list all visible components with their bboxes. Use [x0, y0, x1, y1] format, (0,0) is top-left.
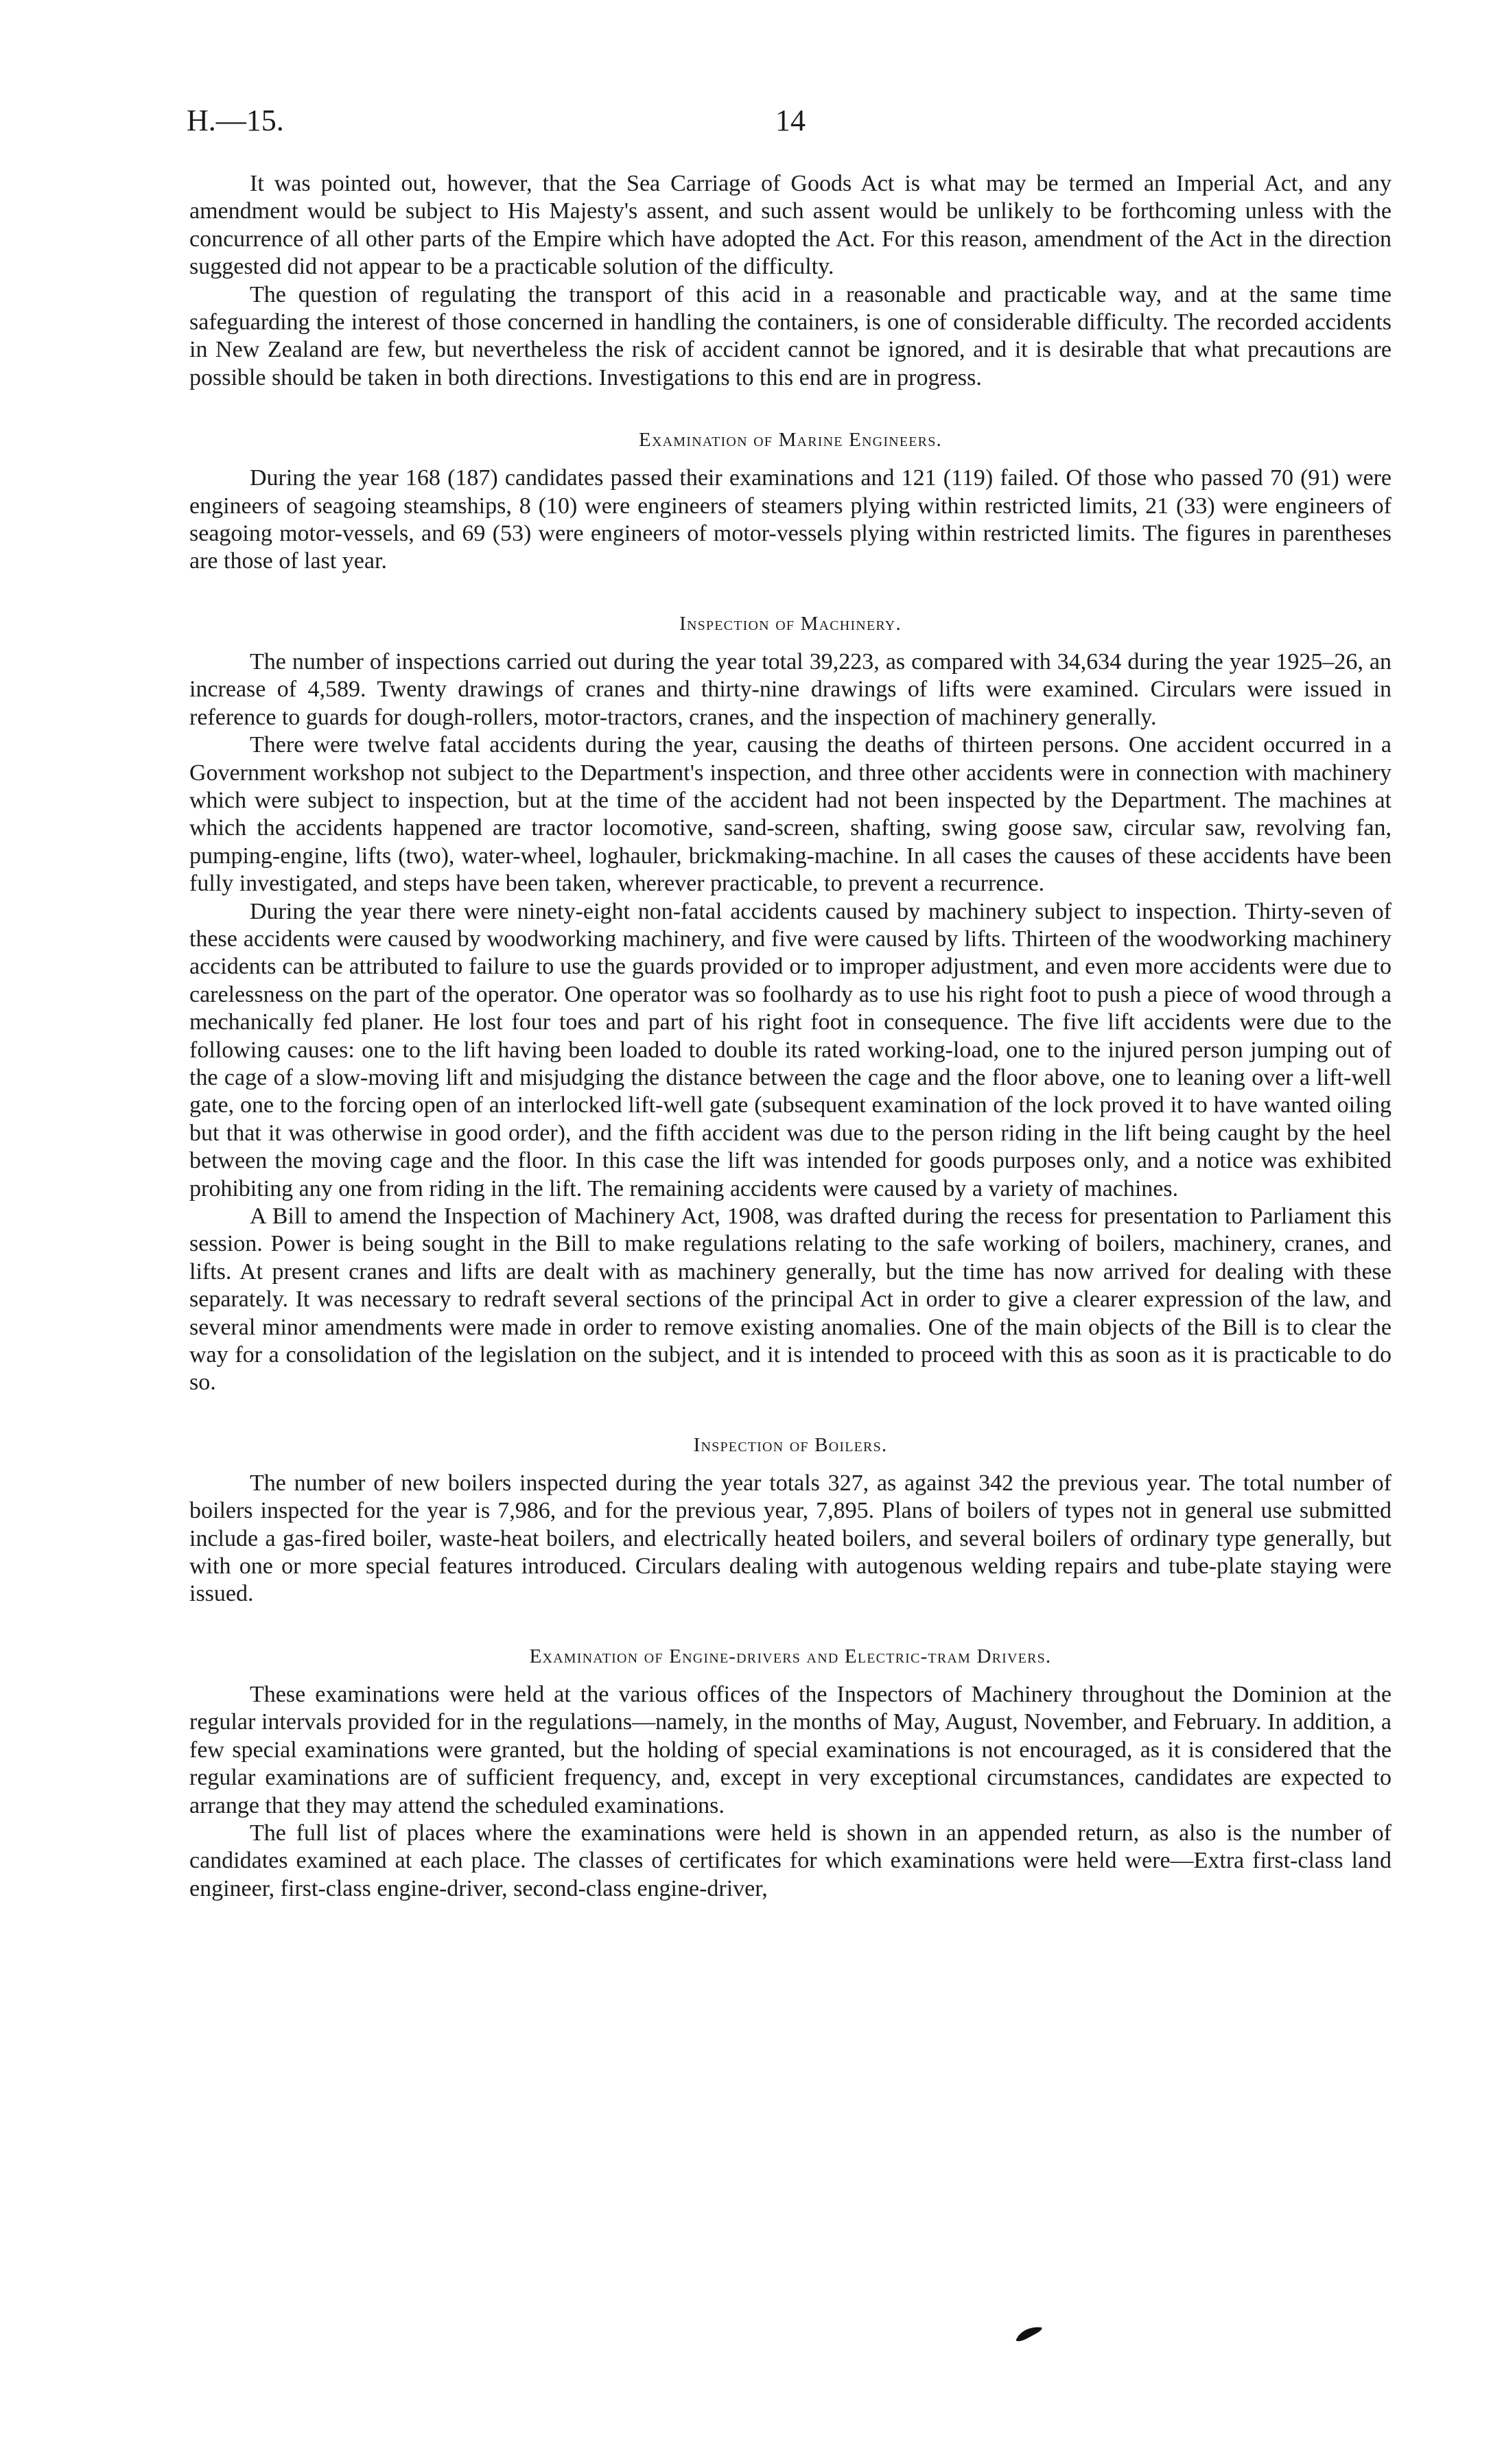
machinery-paragraph-2: There were twelve fatal accidents during the year, causing the deaths of thirteen persons. One accident occurred in a Government workshop not subject to the Department's inspection, and three other accidents were in connection with machinery which were subject to inspection, but at the time of the accident had not been inspected by the Department. The machines at which the accidents happened are tractor locomotive, sand-screen, shafting, swing goose saw, circular saw, revolving fan, pumping-engine, lifts (two), water-wheel, loghauler, brickmaking-machine. In all cases the causes of these accidents have been fully investigated, and steps have been taken, wherever practicable, to prevent a recurrence.	[189, 732, 1392, 897]
intro-paragraph-2: The question of regulating the transport of this acid in a reasonable and practicable way, and at the same time safeguarding the interest of those concerned in handling the containers, is one of considerable difficulty. The recorded accidents in New Zealand are few, but nevertheless the risk of accident cannot be ignored, and it is desirable that what precautions are possible should be taken in both directions. Investigations to this end are in progress.	[189, 281, 1392, 390]
section-heading-engine-drivers: Examination of Engine-drivers and Electric-tram Drivers.	[529, 1645, 1052, 1667]
machinery-paragraph-4: A Bill to amend the Inspection of Machinery Act, 1908, was drafted during the recess for presentation to Parliament this session. Power is being sought in the Bill to make regulations relating to the safe working of boilers, machinery, cranes, and lifts. At present cranes and lifts are dealt with as machinery generally, but the time has now arrived for dealing with these separately. It was necessary to redraft several sections of the principal Act in order to give a clearer expression of the law, and several minor amendments were made in order to remove existing anomalies. One of the main objects of the Bill is to clear the way for a consolidation of the legislation on the subject, and it is intended to proceed with this as soon as it is practicable to do so.	[189, 1204, 1392, 1396]
boilers-paragraph-1: The number of new boilers inspected during the year totals 327, as against 342 the previous year. The total number of boilers inspected for the year is 7,986, and for the previous year, 7,895. Plans of boilers of types not in general use submitted include a gas-fired boiler, waste-heat boilers, and electrically heated boilers, and several boilers of ordinary type generally, but with one or more special features introduced. Circulars dealing with autogenous welding repairs and tube-plate staying were issued.	[189, 1470, 1392, 1607]
page-body	[189, 170, 1392, 1903]
page-header	[187, 103, 1394, 144]
ink-blot-mark	[1014, 2325, 1044, 2343]
section-heading-marine-engineers: Examination of Marine Engineers.	[639, 429, 942, 451]
intro-paragraph-1: It was pointed out, however, that the Sea Carriage of Goods Act is what may be termed an Imperial Act, and any amendment would be subject to His Majesty's assent, and such assent would be unlikely to be forthcoming unless with the concurrence of all other parts of the Empire which have adopted the Act. For this reason, amendment of the Act in the direction suggested did not appear to be a practicable solution of the difficulty.	[189, 171, 1392, 280]
page-number: 14	[775, 104, 806, 137]
marine-engineers-paragraph-1: During the year 168 (187) candidates passed their examinations and 121 (119) failed. Of those who passed 70 (91) were engineers of seagoing steamships, 8 (10) were engineers of steamers plying within restricted limits, 21 (33) were engineers of seagoing motor-vessels, and 69 (53) were engineers of motor-vessels plying within restricted limits. The figures in parentheses are those of last year.	[189, 465, 1392, 574]
document-code: H.—15.	[187, 104, 284, 137]
engine-drivers-paragraph-1: These examinations were held at the various offices of the Inspectors of Machinery throughout the Dominion at the regular intervals provided for in the regulations—namely, in the months of May, August, November, and February. In addition, a few special examinations were granted, but the holding of special examinations is not encouraged, as it is considered that the regular examinations are of sufficient frequency, and, except in very exceptional circumstances, candidates are expected to arrange that they may attend the scheduled examinations.	[189, 1681, 1392, 1818]
section-heading-inspection-of-machinery: Inspection of Machinery.	[679, 612, 902, 635]
machinery-paragraph-3: During the year there were ninety-eight non-fatal accidents caused by machinery subject to inspection. Thirty-seven of these accidents were caused by woodworking machinery, and five were caused by lifts. Thirteen of the woodworking machinery accidents can be attributed to failure to use the guards provided or to improper adjustment, and even more accidents were due to carelessness on the part of the operator. One operator was so foolhardy as to use his right foot to push a piece of wood through a mechanically fed planer. He lost four toes and part of his right foot in consequence. The five lift accidents were due to the following causes: one to the lift having been loaded to double its rated working-load, one to the injured person jumping out of the cage of a slow-moving lift and misjudging the distance between the cage and the floor above, one to leaning over a lift-well gate, one to the forcing open of an interlocked lift-well gate (subsequent examination of the lock proved it to have wanted oiling but that it was otherwise in good order), and the fifth accident was due to the person riding in the lift being caught by the heel between the moving cage and the floor. In this case the lift was intended for goods purposes only, and a notice was exhibited prohibiting any one from riding in the lift. The remaining accidents were caused by a variety of machines.	[189, 898, 1392, 1201]
section-heading-inspection-of-boilers: Inspection of Boilers.	[693, 1433, 888, 1456]
machinery-paragraph-1: The number of inspections carried out during the year total 39,223, as compared with 34,634 during the year 1925–26, an increase of 4,589. Twenty drawings of cranes and thirty-nine drawings of lifts were examined. Circulars were issued in reference to guards for dough-rollers, motor-tractors, cranes, and the inspection of machinery generally.	[189, 648, 1392, 730]
engine-drivers-paragraph-2: The full list of places where the examinations were held is shown in an appended return, as also is the number of candidates examined at each place. The classes of certificates for which examinations were held were—Extra first-class land engineer, first-class engine-driver, second-class engine-driver,	[189, 1820, 1392, 1901]
